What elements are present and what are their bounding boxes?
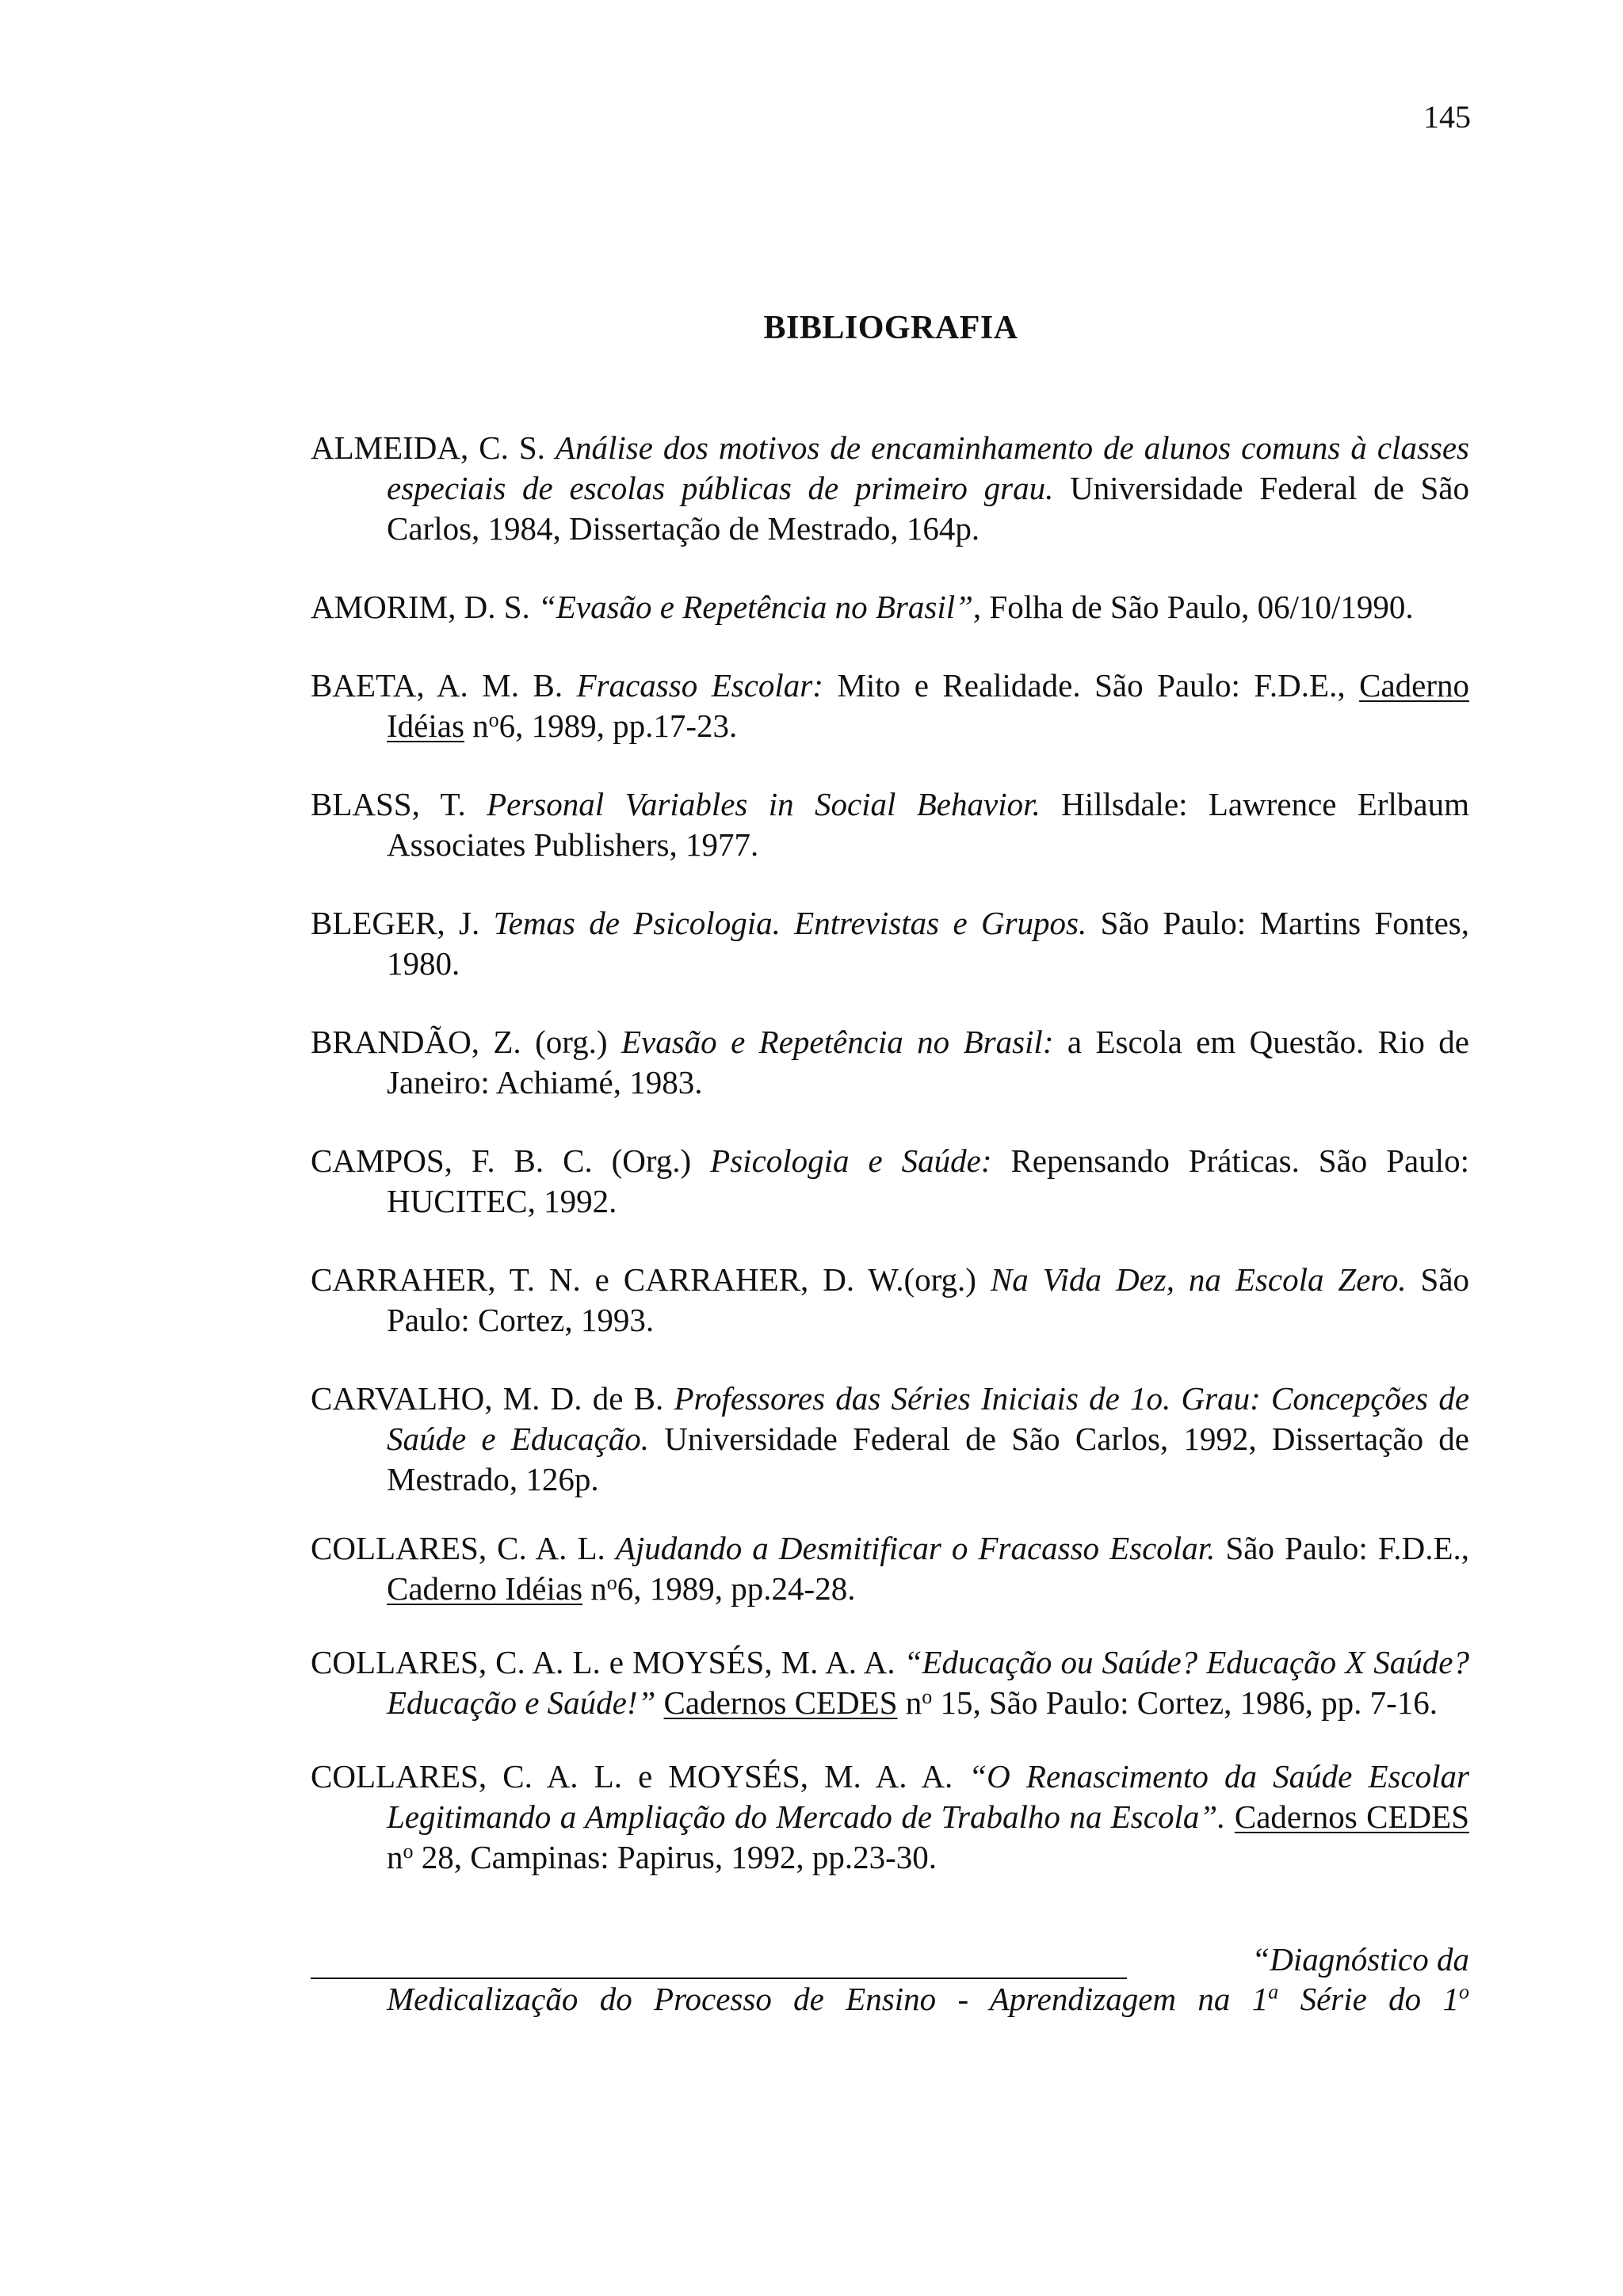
ref-author: COLLARES, C. A. L. e MOYSÉS, M. A. A. bbox=[311, 1644, 896, 1680]
ref-author: CARRAHER, T. N. e CARRAHER, D. W.(org.) bbox=[311, 1261, 976, 1298]
ref-title: Na Vida Dez, na Escola Zero. bbox=[990, 1261, 1407, 1298]
ref-publication: Hillsdale: Lawrence Erlbaum Associates Publishers, 1977. bbox=[387, 786, 1470, 863]
ref-title: Professores das Séries Iniciais de 1o. Grau: Concepções de Saúde e Educação. bbox=[387, 1380, 1470, 1457]
ref-journal: Caderno Idéias bbox=[387, 667, 1469, 744]
reference-entry bbox=[311, 1642, 1469, 1723]
ref-number-label: n bbox=[590, 1570, 607, 1607]
ref-number-sup: o bbox=[606, 1571, 617, 1595]
reference-entry bbox=[311, 1022, 1469, 1103]
reference-entry bbox=[311, 1379, 1469, 1500]
ref-author: CAMPOS, F. B. C. (Org.) bbox=[311, 1142, 692, 1179]
ref-author: COLLARES, C. A. L. bbox=[311, 1530, 605, 1566]
ref-author: CARVALHO, M. D. de B. bbox=[311, 1380, 664, 1417]
ref-title: “Educação ou Saúde? Educação X Saúde? Educação e Saúde!” bbox=[387, 1644, 1469, 1721]
ref-author: BLASS, T. bbox=[311, 786, 466, 822]
ref-number-sup: o bbox=[922, 1685, 933, 1709]
reference-entry bbox=[311, 1528, 1469, 1609]
ref-publication: Repensando Práticas. São Paulo: HUCITEC, 1992. bbox=[387, 1142, 1470, 1219]
ref-second-line bbox=[311, 1979, 1469, 2019]
ref-author: ALMEIDA, C. S. bbox=[311, 429, 545, 466]
reference-entry bbox=[311, 428, 1469, 549]
ref-publication: Mito e Realidade. São Paulo: F.D.E., bbox=[837, 667, 1346, 704]
ref-publication: São Paulo: F.D.E., bbox=[1225, 1530, 1470, 1566]
ref-author: BAETA, A. M. B. bbox=[311, 667, 563, 704]
ref-sup-o: o bbox=[1459, 1980, 1470, 2004]
ref-title: Psicologia e Saúde: bbox=[710, 1142, 992, 1179]
ref-sup-a: a bbox=[1268, 1980, 1279, 2004]
ref-journal: Cadernos CEDES bbox=[663, 1684, 898, 1721]
ref-details: 15, São Paulo: Cortez, 1986, pp. 7-16. bbox=[940, 1684, 1438, 1721]
page-number: 145 bbox=[1423, 99, 1471, 135]
reference-entry bbox=[311, 903, 1469, 984]
ref-title: Evasão e Repetência no Brasil: bbox=[621, 1024, 1054, 1060]
ref-first-line bbox=[311, 1939, 1469, 1979]
ref-title: “O Renascimento da Saúde Escolar Legitimando a Ampliação do Mercado de Trabalho na Escola”. bbox=[387, 1758, 1469, 1835]
reference-entry bbox=[311, 666, 1469, 746]
ref-number-sup: o bbox=[488, 708, 499, 732]
ref-publication: Universidade Federal de São Carlos, 1984, Dissertação de Mestrado, 164p. bbox=[387, 470, 1470, 547]
ref-details: 6, 1989, pp.24-28. bbox=[617, 1570, 856, 1607]
ref-journal: Cadernos CEDES bbox=[1234, 1798, 1470, 1835]
ref-title: Fracasso Escolar: bbox=[576, 667, 823, 704]
ref-number-sup: o bbox=[403, 1840, 414, 1863]
ref-number-label: n bbox=[905, 1684, 922, 1721]
ref-journal: Caderno Idéias bbox=[387, 1570, 583, 1607]
ref-author: BLEGER, J. bbox=[311, 905, 480, 941]
ref-number-label: n bbox=[472, 707, 489, 744]
ref-details: 28, Campinas: Papirus, 1992, pp.23-30. bbox=[421, 1839, 938, 1875]
reference-entry-continued bbox=[311, 1939, 1469, 2019]
ref-author: COLLARES, C. A. L. e MOYSÉS, M. A. A. bbox=[311, 1758, 953, 1794]
ref-title-start: “Diagnóstico da bbox=[1251, 1941, 1469, 1978]
page-title: BIBLIOGRAFIA bbox=[763, 310, 1018, 346]
ref-author: BRANDÃO, Z. (org.) bbox=[311, 1024, 608, 1060]
ref-title-end: Série do 1 bbox=[1300, 1981, 1460, 2017]
ref-details: 6, 1989, pp.17-23. bbox=[498, 707, 738, 744]
ref-publication: a Escola em Questão. Rio de Janeiro: Achiamé, 1983. bbox=[387, 1024, 1470, 1100]
author-repeat-line bbox=[311, 1947, 1127, 1979]
ref-publication: São Paulo: Martins Fontes, 1980. bbox=[387, 905, 1469, 982]
reference-entry bbox=[311, 1141, 1469, 1222]
reference-entry bbox=[311, 784, 1469, 865]
ref-title: Personal Variables in Social Behavior. bbox=[487, 786, 1041, 822]
ref-title: Ajudando a Desmitificar o Fracasso Escolar. bbox=[615, 1530, 1216, 1566]
reference-entry bbox=[311, 1756, 1469, 1878]
reference-list bbox=[311, 428, 1469, 1878]
reference-entry bbox=[311, 1260, 1469, 1341]
ref-author: AMORIM, D. S. bbox=[311, 589, 530, 625]
ref-title-cont: Medicalização do Processo de Ensino - Aprendizagem na 1 bbox=[387, 1981, 1269, 2017]
ref-title: Análise dos motivos de encaminhamento de alunos comuns à classes especiais de escolas públicas de primeiro grau. bbox=[387, 429, 1470, 506]
reference-entry bbox=[311, 587, 1469, 627]
ref-publication: São Paulo: Cortez, 1993. bbox=[387, 1261, 1470, 1338]
ref-publication: , Folha de São Paulo, 06/10/1990. bbox=[972, 589, 1414, 625]
ref-title: “Evasão e Repetência no Brasil” bbox=[538, 589, 973, 625]
ref-title: Temas de Psicologia. Entrevistas e Grupos. bbox=[493, 905, 1087, 941]
ref-publication: Universidade Federal de São Carlos, 1992, Dissertação de Mestrado, 126p. bbox=[387, 1421, 1469, 1497]
ref-number-label: n bbox=[387, 1839, 403, 1875]
